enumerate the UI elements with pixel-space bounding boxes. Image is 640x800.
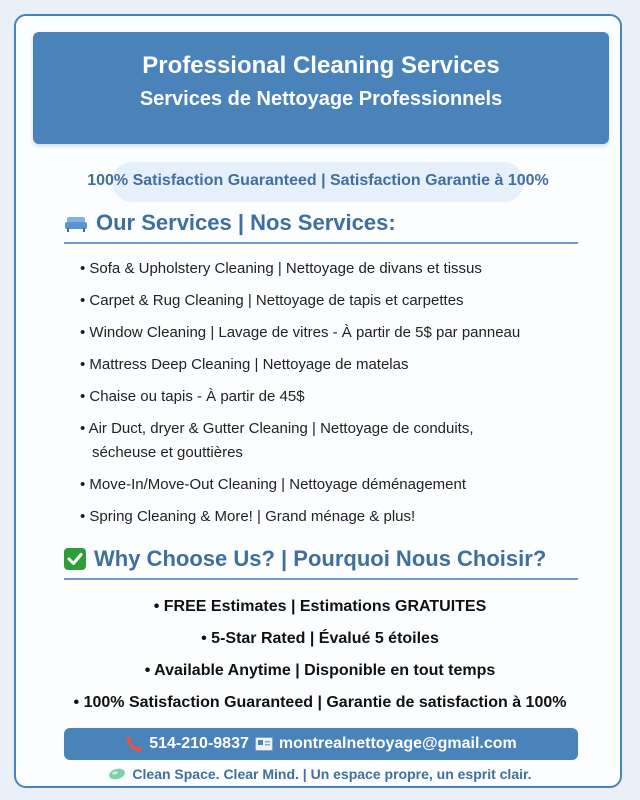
- email-address[interactable]: montrealnettoyage@gmail.com: [278, 735, 517, 752]
- service-item: • Mattress Deep Cleaning | Nettoyage de matelas: [80, 356, 409, 373]
- page-subtitle: Services de Nettoyage Professionnels: [139, 88, 503, 110]
- why-item: • Available Anytime | Disponible en tout temps: [144, 662, 496, 679]
- service-item: • Spring Cleaning & More! | Grand ménage & plus!: [80, 508, 416, 525]
- service-item: • Sofa & Upholstery Cleaning | Nettoyage de divans et tissus: [80, 260, 482, 277]
- why-item: • FREE Estimates | Estimations GRATUITES: [153, 598, 487, 615]
- email-icon: [255, 737, 273, 751]
- service-item: • Air Duct, dryer & Gutter Cleaning | Nettoyage de conduits,: [80, 420, 474, 437]
- service-item: • Window Cleaning | Lavage de vitres - À partir de 5$ par panneau: [80, 324, 521, 341]
- contact-bar: [64, 728, 578, 760]
- services-heading: [64, 208, 578, 244]
- why-heading: [64, 544, 578, 580]
- service-item-continued: [80, 441, 560, 465]
- check-mark-icon: [64, 548, 86, 570]
- service-item: • Move-In/Move-Out Cleaning | Nettoyage déménagement: [80, 476, 467, 493]
- phone-icon: [125, 735, 143, 753]
- soap-icon: [108, 768, 126, 780]
- phone-number[interactable]: 514-210-9837: [149, 735, 249, 752]
- service-item: • Chaise ou tapis - À partir de 45$: [80, 388, 305, 405]
- sofa-icon: [64, 213, 88, 233]
- why-item: • 100% Satisfaction Guaranteed | Garantie de satisfaction à 100%: [73, 694, 567, 711]
- service-item: • Carpet & Rug Cleaning | Nettoyage de tapis et carpettes: [80, 292, 464, 309]
- flyer-card: [14, 14, 622, 788]
- service-item-wrap-text: sécheuse et gouttières: [92, 444, 243, 461]
- page-title: Professional Cleaning Services: [142, 52, 500, 79]
- why-item: • 5-Star Rated | Évalué 5 étoiles: [201, 630, 439, 647]
- header-banner: [33, 32, 609, 144]
- slogan-text: Clean Space. Clear Mind. | Un espace propre, un esprit clair.: [132, 766, 532, 782]
- slogan: [16, 766, 624, 782]
- services-heading-text: Our Services | Nos Services:: [96, 210, 396, 235]
- tagline-text: 100% Satisfaction Guaranteed | Satisfaction Garantie à 100%: [87, 172, 549, 189]
- why-heading-text: Why Choose Us? | Pourquoi Nous Choisir?: [94, 546, 547, 571]
